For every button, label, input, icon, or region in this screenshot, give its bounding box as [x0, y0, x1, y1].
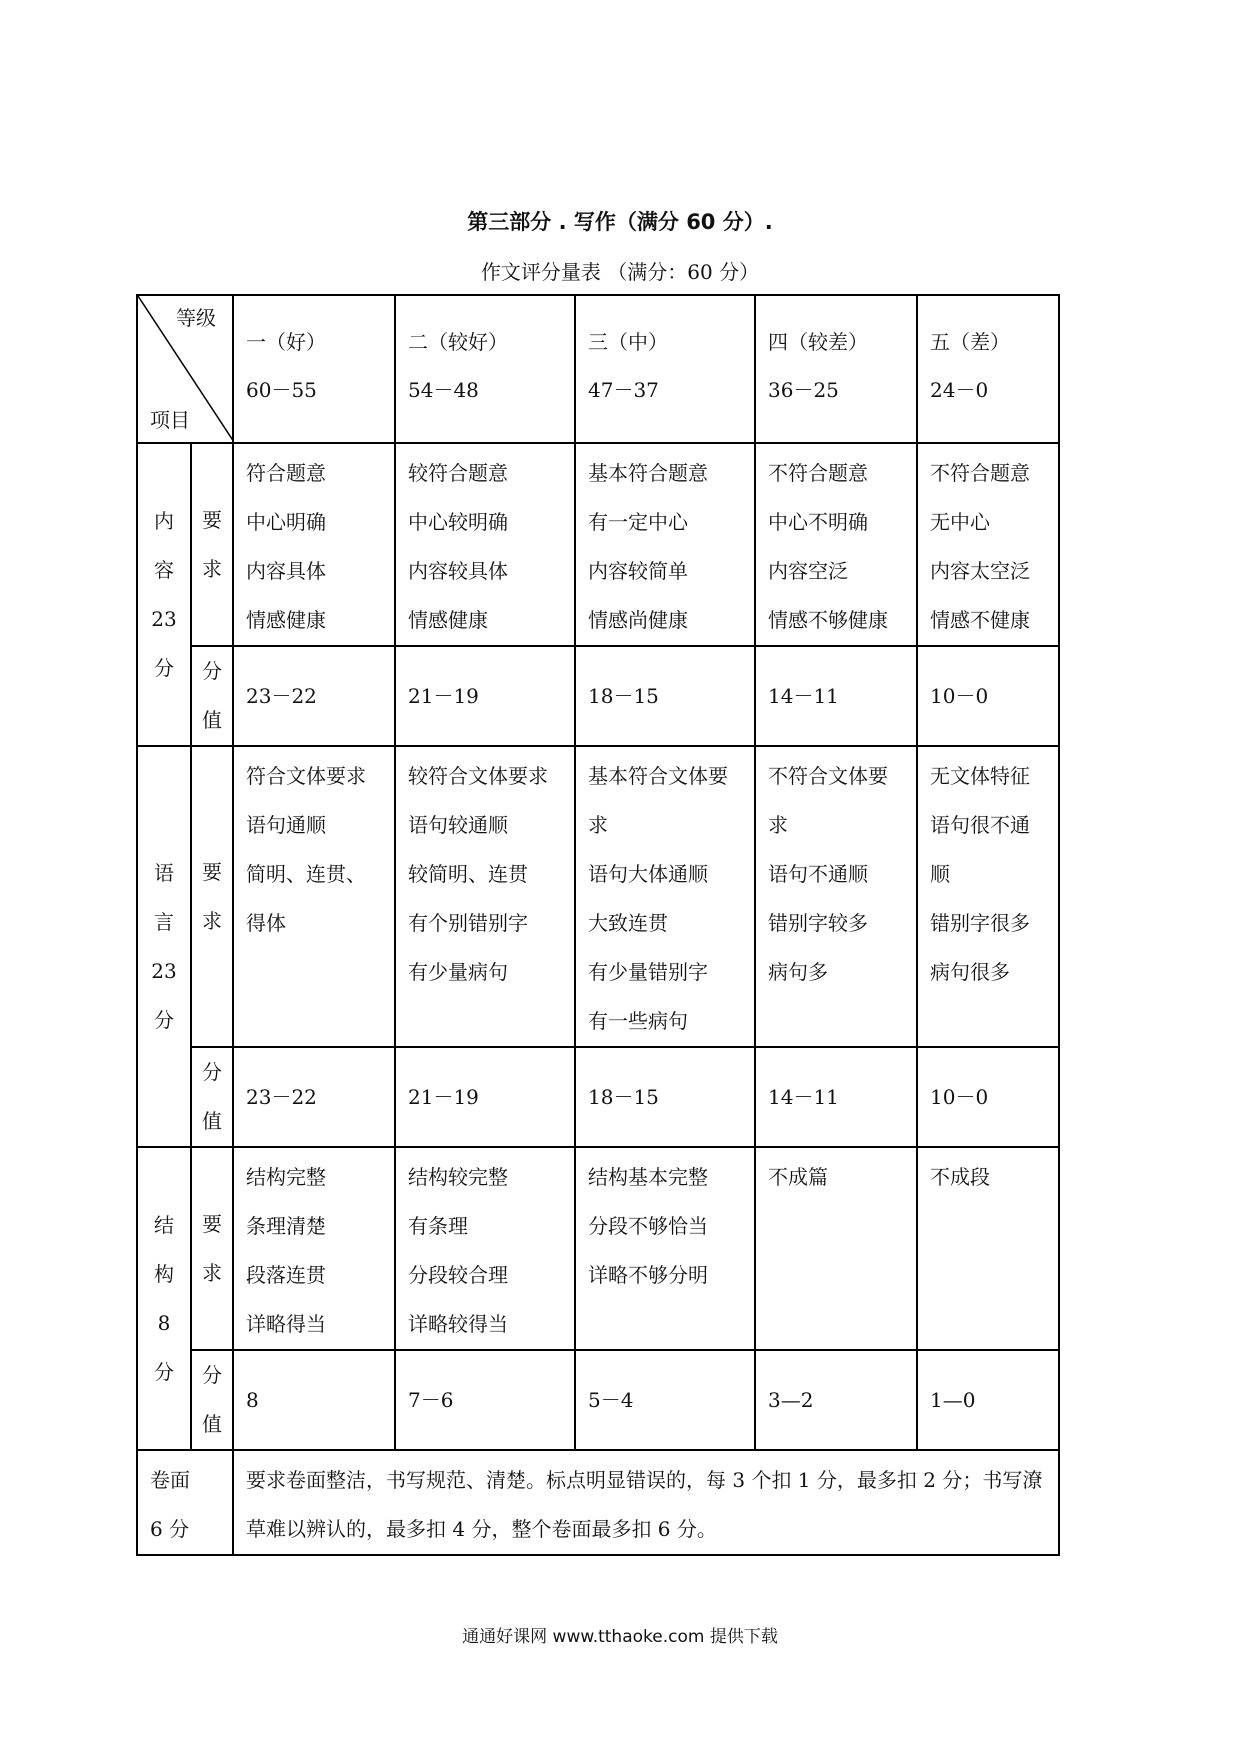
score-cell: 10－0 [917, 646, 1059, 746]
grade-range: 60－55 [246, 378, 317, 402]
grade-header-2 [395, 295, 575, 443]
table-title: 作文评分量表 （满分：60 分） [480, 260, 760, 284]
requirement-cell: 不成段 [917, 1147, 1059, 1350]
score-cell: 14－11 [755, 1047, 917, 1147]
structure-requirement-row [137, 1147, 1059, 1350]
requirement-cell: 无文体特征 语句很不通 顺 错别字很多 病句很多 [917, 746, 1059, 1047]
language-score-row [137, 1047, 1059, 1147]
grade-header-5 [917, 295, 1059, 443]
requirement-cell: 较符合题意 中心较明确 内容较具体 情感健康 [395, 443, 575, 646]
requirement-label: 要 求 [191, 443, 233, 646]
category-language: 语 言 23 分 [137, 746, 191, 1147]
score-cell: 18－15 [575, 1047, 755, 1147]
grade-range: 36－25 [768, 378, 839, 402]
requirement-label: 要 求 [191, 746, 233, 1047]
footer-source: 通通好课网 www.tthaoke.com 提供下载 [462, 1627, 778, 1647]
requirement-cell: 不符合题意 无中心 内容太空泛 情感不健康 [917, 443, 1059, 646]
paper-row [137, 1450, 1059, 1555]
requirement-cell: 符合文体要求 语句通顺 简明、连贯、 得体 [233, 746, 395, 1047]
category-structure: 结 构 8 分 [137, 1147, 191, 1450]
structure-score-row [137, 1350, 1059, 1450]
requirement-cell: 结构基本完整 分段不够恰当 详略不够分明 [575, 1147, 755, 1350]
rubric-table [136, 294, 1060, 1556]
grade-name: 三（中） [588, 330, 668, 354]
language-requirement-row [137, 746, 1059, 1047]
score-cell: 1—0 [917, 1350, 1059, 1450]
item-corner-label: 项目 [150, 408, 190, 432]
requirement-cell: 符合题意 中心明确 内容具体 情感健康 [233, 443, 395, 646]
requirement-label: 要 求 [191, 1147, 233, 1350]
grade-name: 一（好） [246, 330, 326, 354]
score-cell: 3—2 [755, 1350, 917, 1450]
section-title: 第三部分 . 写作（满分 60 分）. [467, 210, 773, 234]
score-label: 分 值 [191, 1350, 233, 1450]
content-requirement-row [137, 443, 1059, 646]
score-cell: 10－0 [917, 1047, 1059, 1147]
score-cell: 23－22 [233, 1047, 395, 1147]
corner-cell [137, 295, 233, 443]
grade-range: 24－0 [930, 378, 989, 402]
paper-text: 要求卷面整洁，书写规范、清楚。标点明显错误的，每 3 个扣 1 分，最多扣 2 分；书写潦草难以辨认的，最多扣 4 分，整个卷面最多扣 6 分。 [233, 1450, 1059, 1555]
requirement-cell: 较符合文体要求 语句较通顺 较简明、连贯 有个别错别字 有少量病句 [395, 746, 575, 1047]
score-cell: 5－4 [575, 1350, 755, 1450]
score-cell: 21－19 [395, 646, 575, 746]
score-label: 分 值 [191, 1047, 233, 1147]
score-cell: 18－15 [575, 646, 755, 746]
grade-range: 47－37 [588, 378, 659, 402]
grade-corner-label: 等级 [176, 306, 216, 330]
grade-header-3 [575, 295, 755, 443]
paper-label: 卷面 6 分 [137, 1450, 233, 1555]
requirement-cell: 不成篇 [755, 1147, 917, 1350]
requirement-cell: 不符合文体要 求 语句不通顺 错别字较多 病句多 [755, 746, 917, 1047]
requirement-cell: 结构较完整 有条理 分段较合理 详略较得当 [395, 1147, 575, 1350]
content-score-row [137, 646, 1059, 746]
grade-header-row [137, 295, 1059, 443]
requirement-cell: 结构完整 条理清楚 段落连贯 详略得当 [233, 1147, 395, 1350]
requirement-cell: 基本符合文体要 求 语句大体通顺 大致连贯 有少量错别字 有一些病句 [575, 746, 755, 1047]
grade-header-4 [755, 295, 917, 443]
grade-name: 五（差） [930, 330, 1010, 354]
requirement-cell: 不符合题意 中心不明确 内容空泛 情感不够健康 [755, 443, 917, 646]
grade-header-1 [233, 295, 395, 443]
grade-name: 二（较好） [408, 330, 508, 354]
requirement-cell: 基本符合题意 有一定中心 内容较简单 情感尚健康 [575, 443, 755, 646]
score-cell: 14－11 [755, 646, 917, 746]
category-content: 内 容 23 分 [137, 443, 191, 746]
score-label: 分 值 [191, 646, 233, 746]
grade-name: 四（较差） [768, 330, 868, 354]
score-cell: 7－6 [395, 1350, 575, 1450]
score-cell: 21－19 [395, 1047, 575, 1147]
score-cell: 23－22 [233, 646, 395, 746]
grade-range: 54－48 [408, 378, 479, 402]
score-cell: 8 [233, 1350, 395, 1450]
